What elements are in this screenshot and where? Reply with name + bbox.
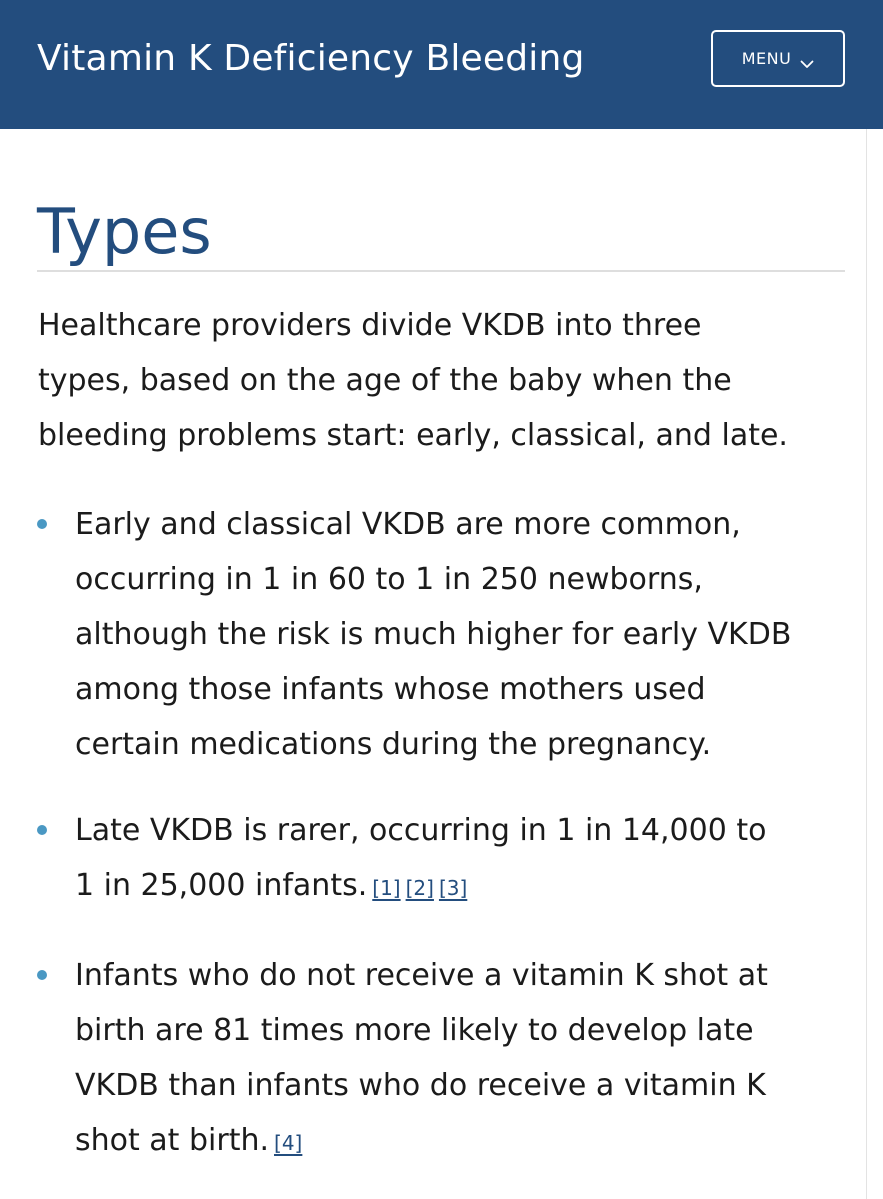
list-item-line: Late VKDB is rarer, occurring in 1 in 14,000 to [75, 813, 767, 848]
menu-label: MENU [741, 49, 792, 68]
list-item-line: Infants who do not receive a vitamin K shot at [75, 958, 768, 993]
intro-line: types, based on the age of the baby when the [38, 363, 732, 398]
intro-paragraph [38, 298, 848, 463]
site-title[interactable]: Vitamin K Deficiency Bleeding [37, 38, 585, 79]
section-title: Types [37, 195, 212, 268]
list-item-line: VKDB than infants who do receive a vitamin K [75, 1068, 766, 1103]
site-header [0, 0, 883, 129]
list-item-text [75, 497, 855, 772]
bullet-dot [37, 825, 47, 835]
list-item-line: 1 in 25,000 infants. [75, 868, 368, 903]
list-item-line: occurring in 1 in 60 to 1 in 250 newborns, [75, 562, 703, 597]
citation-link-1[interactable]: [1] [372, 876, 401, 900]
citation-link-3[interactable]: [3] [438, 876, 468, 900]
list-item-line: shot at birth. [75, 1123, 270, 1158]
chevron-down-icon [800, 54, 814, 63]
list-item-line: certain medications during the pregnancy. [75, 727, 712, 762]
bullet-dot [37, 970, 47, 980]
list-item-line: birth are 81 times more likely to develop late [75, 1013, 754, 1048]
list-item-text [75, 948, 855, 1171]
intro-line: bleeding problems start: early, classical, and late. [38, 418, 788, 453]
citation-link-4[interactable]: [4] [274, 1131, 303, 1155]
list-item-line: Early and classical VKDB are more common, [75, 507, 741, 542]
bullet-dot [37, 519, 47, 529]
list-item-text [75, 803, 855, 916]
list-item-line: among those infants whose mothers used [75, 672, 706, 707]
content-edge-divider [866, 129, 867, 1199]
citation-link-2[interactable]: [2] [405, 876, 434, 900]
intro-line: Healthcare providers divide VKDB into three [38, 308, 702, 343]
menu-button[interactable] [711, 30, 845, 87]
title-divider [37, 270, 845, 272]
list-item-line: although the risk is much higher for early VKDB [75, 617, 792, 652]
